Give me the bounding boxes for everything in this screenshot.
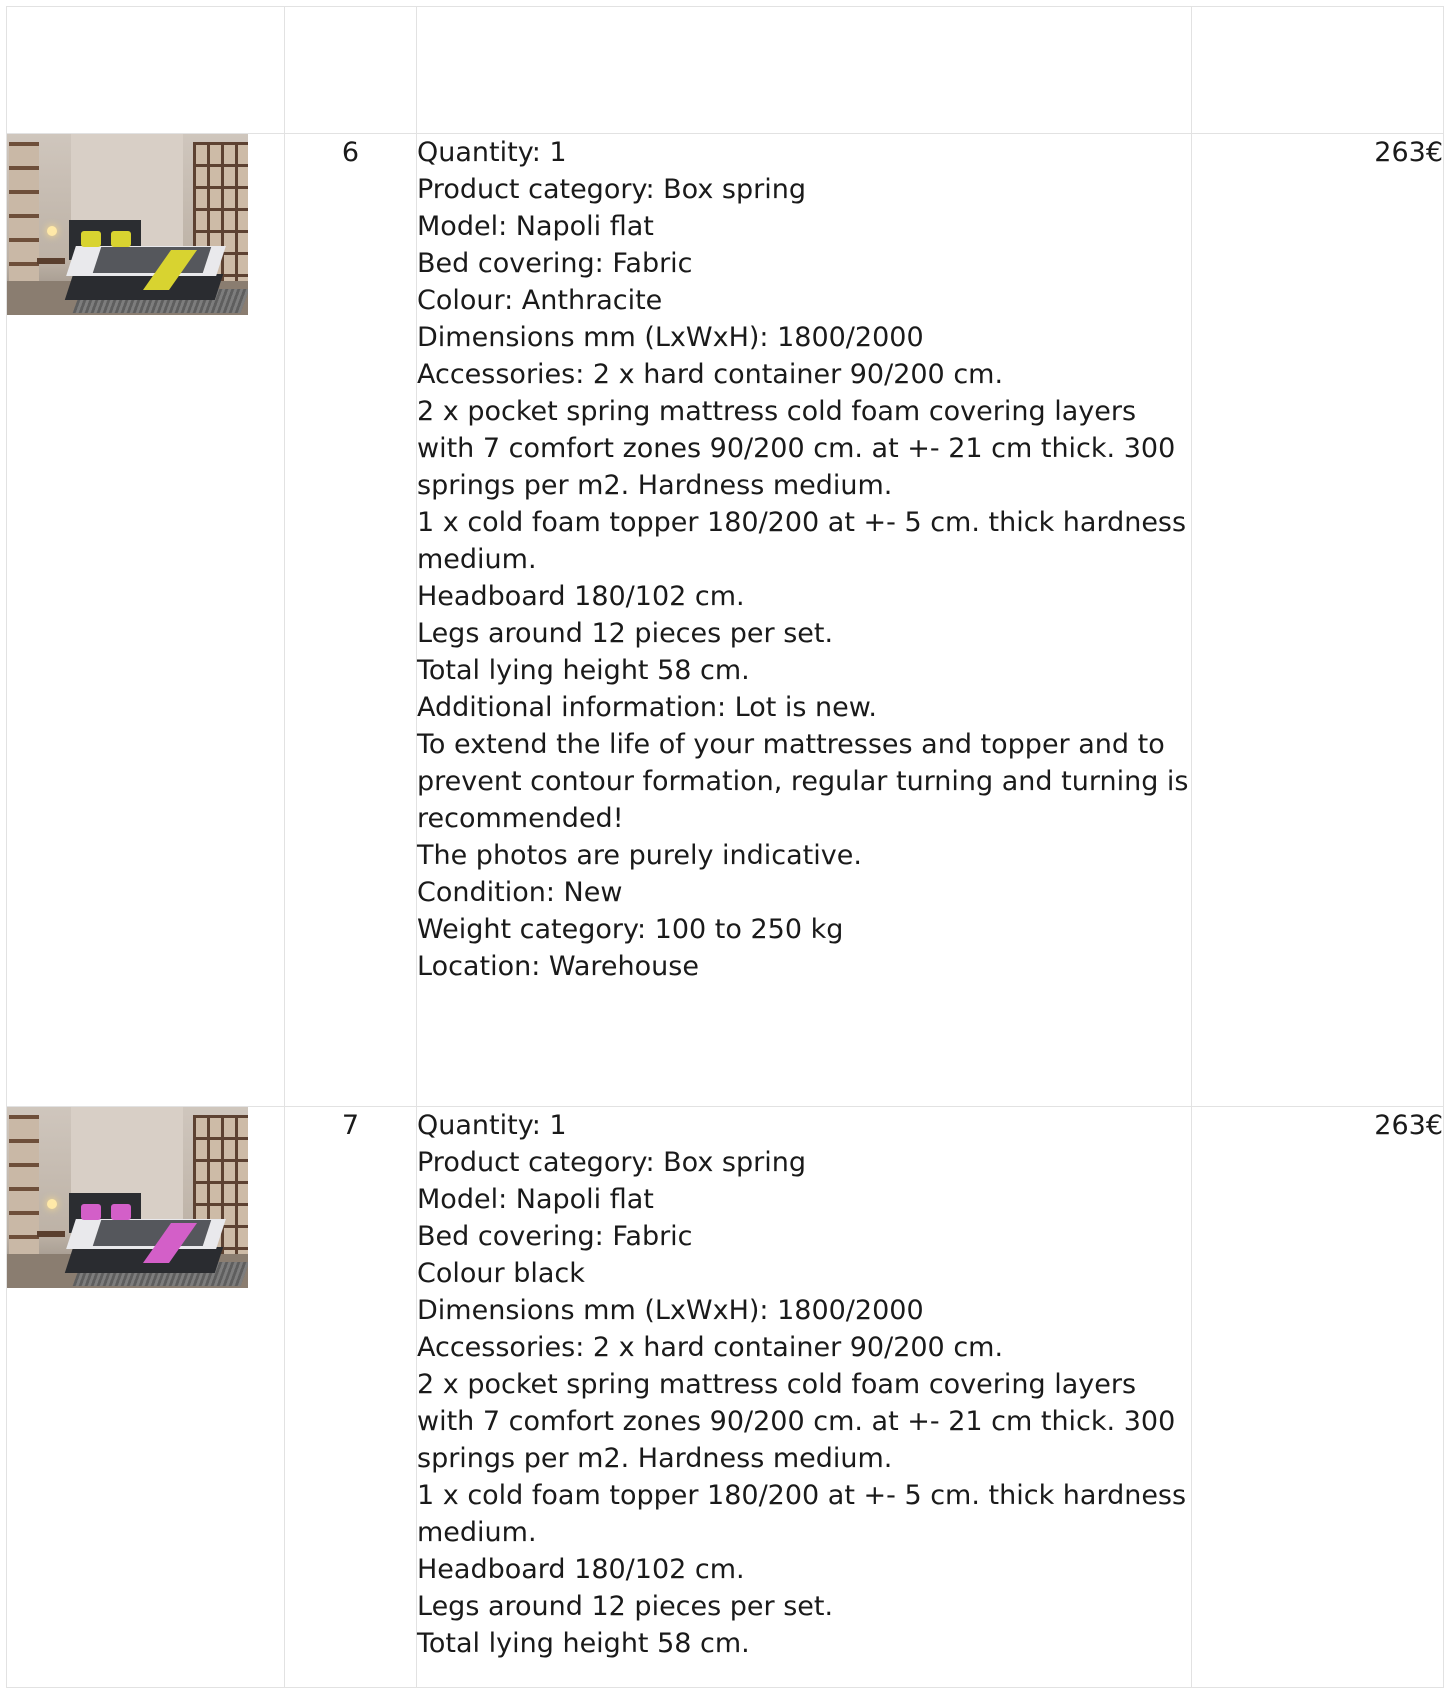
description-line: Quantity: 1 — [417, 1110, 567, 1141]
description-line: Product category: Box spring — [417, 1147, 806, 1178]
lot-price: 263€ — [1192, 1107, 1444, 1688]
lot-description — [417, 1107, 1192, 1688]
bed-thumbnail-pink[interactable] — [7, 1107, 248, 1288]
description-line: 2 x pocket spring mattress cold foam covering layers with 7 comfort zones 90/200 cm. at +- 21 cm thick. 300 springs per m2. Hardness medium. — [417, 396, 1176, 501]
bed-thumbnail-yellow[interactable] — [7, 134, 248, 315]
description-line: Headboard 180/102 cm. — [417, 1554, 745, 1585]
description-line: 2 x pocket spring mattress cold foam covering layers with 7 comfort zones 90/200 cm. at +- 21 cm thick. 300 springs per m2. Hardness medium. — [417, 1369, 1176, 1474]
description-line: Legs around 12 pieces per set. — [417, 618, 834, 649]
lot-price: 263€ — [1192, 134, 1444, 1107]
image-cell — [7, 134, 285, 1107]
empty-cell — [1192, 7, 1444, 134]
description-line: Accessories: 2 x hard container 90/200 cm. — [417, 1332, 1004, 1363]
description-line: Quantity: 1 — [417, 137, 567, 168]
empty-cell — [7, 7, 285, 134]
description-line: Total lying height 58 cm. — [417, 1628, 750, 1659]
description-line: Colour black — [417, 1258, 585, 1289]
description-line: Colour: Anthracite — [417, 285, 663, 316]
description-line: Bed covering: Fabric — [417, 248, 693, 279]
description-line: Headboard 180/102 cm. — [417, 581, 745, 612]
lot-number: 6 — [285, 134, 417, 1107]
description-line: Bed covering: Fabric — [417, 1221, 693, 1252]
description-line: Dimensions mm (LxWxH): 1800/2000 — [417, 322, 924, 353]
lots-table — [6, 6, 1444, 1688]
description-line: 1 x cold foam topper 180/200 at +- 5 cm. thick hardness medium. — [417, 1480, 1187, 1548]
description-line: Accessories: 2 x hard container 90/200 cm. — [417, 359, 1004, 390]
description-line: Dimensions mm (LxWxH): 1800/2000 — [417, 1295, 924, 1326]
table-row-empty — [7, 7, 1444, 134]
table-row-lot — [7, 1107, 1444, 1688]
description-line: Model: Napoli flat — [417, 211, 654, 242]
description-line: The photos are purely indicative. — [417, 840, 862, 871]
empty-cell — [285, 7, 417, 134]
description-line: Weight category: 100 to 250 kg — [417, 914, 844, 945]
description-line: Condition: New — [417, 877, 623, 908]
description-line: 1 x cold foam topper 180/200 at +- 5 cm. thick hardness medium. — [417, 507, 1187, 575]
description-line: Product category: Box spring — [417, 174, 806, 205]
table-row-lot — [7, 134, 1444, 1107]
lot-description — [417, 134, 1192, 1107]
image-cell — [7, 1107, 285, 1688]
lot-number: 7 — [285, 1107, 417, 1688]
description-line: Legs around 12 pieces per set. — [417, 1591, 834, 1622]
description-line: Model: Napoli flat — [417, 1184, 654, 1215]
description-line: Total lying height 58 cm. — [417, 655, 750, 686]
description-line: Location: Warehouse — [417, 951, 699, 982]
empty-cell — [417, 7, 1192, 134]
description-line: Additional information: Lot is new. — [417, 692, 877, 723]
description-line: To extend the life of your mattresses and topper and to prevent contour formation, regular turning and turning is recommended! — [417, 729, 1189, 834]
